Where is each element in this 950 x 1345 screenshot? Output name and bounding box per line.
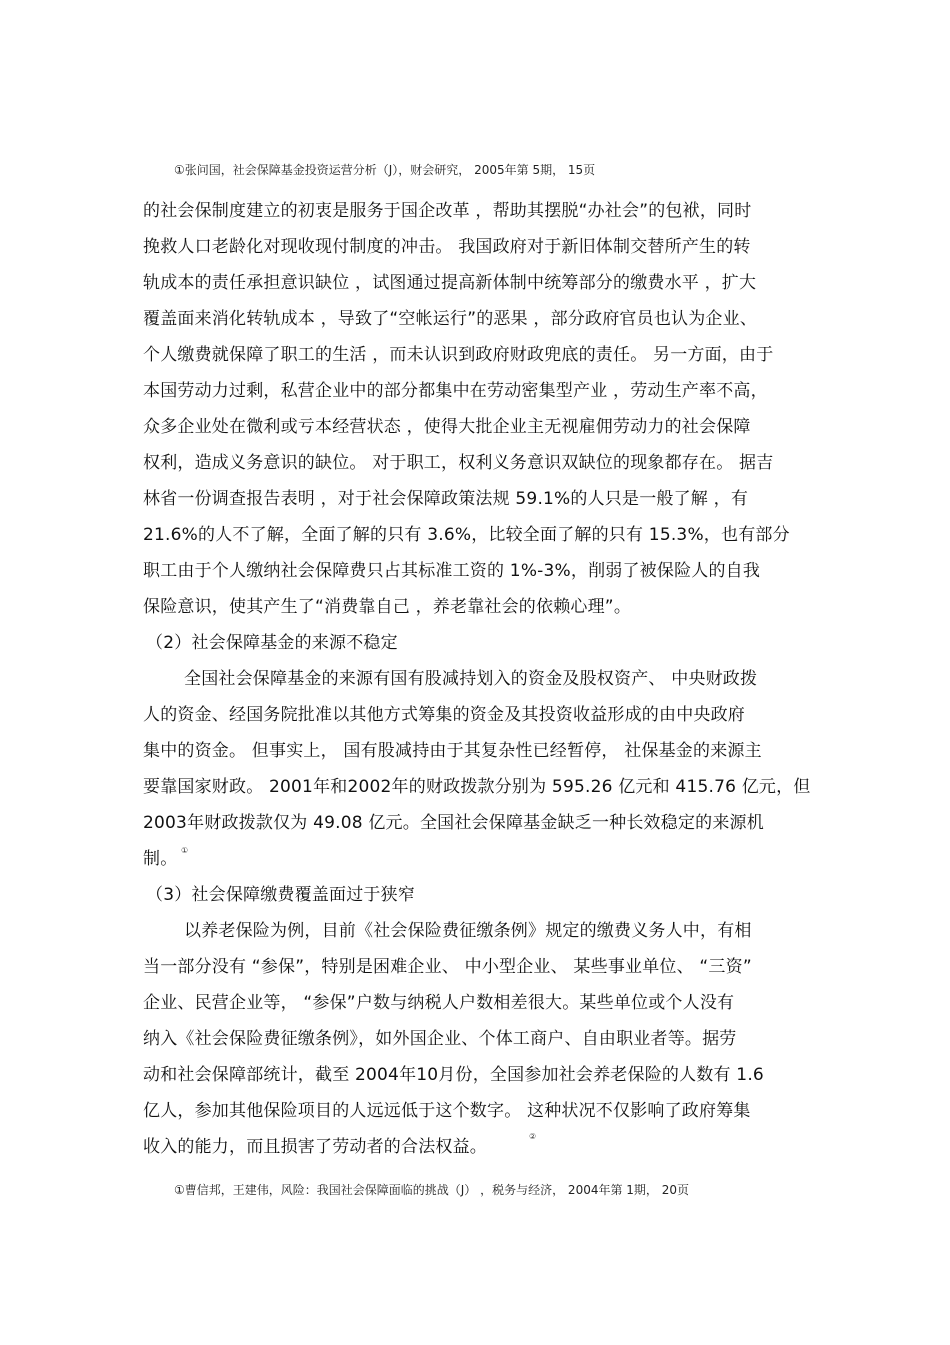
paragraph1-line: 轨成本的责任承担意识缺位 ，试图通过提高新体制中统筹部分的缴费水平 ，扩大 [143,273,757,293]
paragraph2-line: 2003年财政拨款仅为 49.08 亿元。全国社会保障基金缺乏一种长效稳定的来源机 [143,813,764,833]
paragraph1-line: 本国劳动力过剩，私营企业中的部分都集中在劳动密集型产业 ，劳动生产率不高， [143,381,768,401]
paragraph3-line: 亿人，参加其他保险项目的人远远低于这个数字。 这种状况不仅影响了政府筹集 [143,1101,751,1121]
footnote-top: ①张问国，社会保障基金投资运营分析（J），财会研究， 2005年第 5期， 15页 [174,163,596,177]
paragraph1-line: 21.6%的人不了解，全面了解的只有 3.6%，比较全面了解的只有 15.3%，也有部分 [143,525,790,545]
paragraph3-line: 以养老保险为例，目前《社会保险费征缴条例》规定的缴费义务人中，有相 [184,921,752,941]
footnote-bottom: ①曹信邦，王建伟，风险：我国社会保障面临的挑战（J） ，税务与经济， 2004年第 1期， 20页 [174,1183,690,1197]
footnote-marker: ② [529,1132,537,1141]
paragraph1-line: 覆盖面来消化转轨成本 ，导致了“空帐运行”的恶果 ，部分政府官员也认为企业、 [143,309,758,329]
section-heading: （2）社会保障基金的来源不稳定 [146,633,398,653]
paragraph2-line: 全国社会保障基金的来源有国有股减持划入的资金及股权资产、 中央财政拨 [184,669,758,689]
paragraph1-line: 职工由于个人缴纳社会保障费只占其标准工资的 1%-3%，削弱了被保险人的自我 [143,561,761,581]
paragraph3-line: 动和社会保障部统计，截至 2004年10月份，全国参加社会养老保险的人数有 1.6 [143,1065,764,1085]
paragraph1-line: 个人缴费就保障了职工的生活 ，而未认识到政府财政兜底的责任。 另一方面，由于 [143,345,774,365]
paragraph1-line: 的社会保制度建立的初衷是服务于国企改革 ，帮助其摆脱“办社会”的包袱，同时 [143,201,752,221]
section-heading: （3）社会保障缴费覆盖面过于狭窄 [146,885,416,905]
paragraph2-line: 人的资金、经国务院批准以其他方式筹集的资金及其投资收益形成的由中央政府 [143,705,745,725]
paragraph3-line: 企业、民营企业等， “参保”户数与纳税人户数相差很大。某些单位或个人没有 [143,993,735,1013]
paragraph1-line: 挽救人口老龄化对现收现付制度的冲击。 我国政府对于新旧体制交替所产生的转 [143,237,751,257]
paragraph1-line: 林省一份调查报告表明 ，对于社会保障政策法规 59.1%的人只是一般了解 ，有 [143,489,749,509]
paragraph3-line: 收入的能力，而且损害了劳动者的合法权益。 [143,1137,487,1157]
paragraph3-line: 纳入《社会保险费征缴条例》，如外国企业、个体工商户、自由职业者等。据劳 [143,1029,737,1049]
paragraph2-line: 集中的资金。 但事实上， 国有股减持由于其复杂性已经暂停， 社保基金的来源主 [143,741,762,761]
paragraph1-line: 保险意识，使其产生了“消费靠自己 ，养老靠社会的依赖心理”。 [143,597,632,617]
paragraph3-line: 当一部分没有 “参保”，特别是困难企业、 中小型企业、 某些事业单位、 “三资” [143,957,752,977]
paragraph1-line: 众多企业处在微利或亏本经营状态 ，使得大批企业主无视雇佣劳动力的社会保障 [143,417,751,437]
paragraph2-line: 制。 [143,849,178,869]
paragraph2-line: 要靠国家财政。 2001年和2002年的财政拨款分别为 595.26 亿元和 415.76 亿元，但 [143,777,811,797]
paragraph1-line: 权利，造成义务意识的缺位。 对于职工，权利义务意识双缺位的现象都存在。 据吉 [143,453,774,473]
footnote-marker: ① [181,846,189,855]
